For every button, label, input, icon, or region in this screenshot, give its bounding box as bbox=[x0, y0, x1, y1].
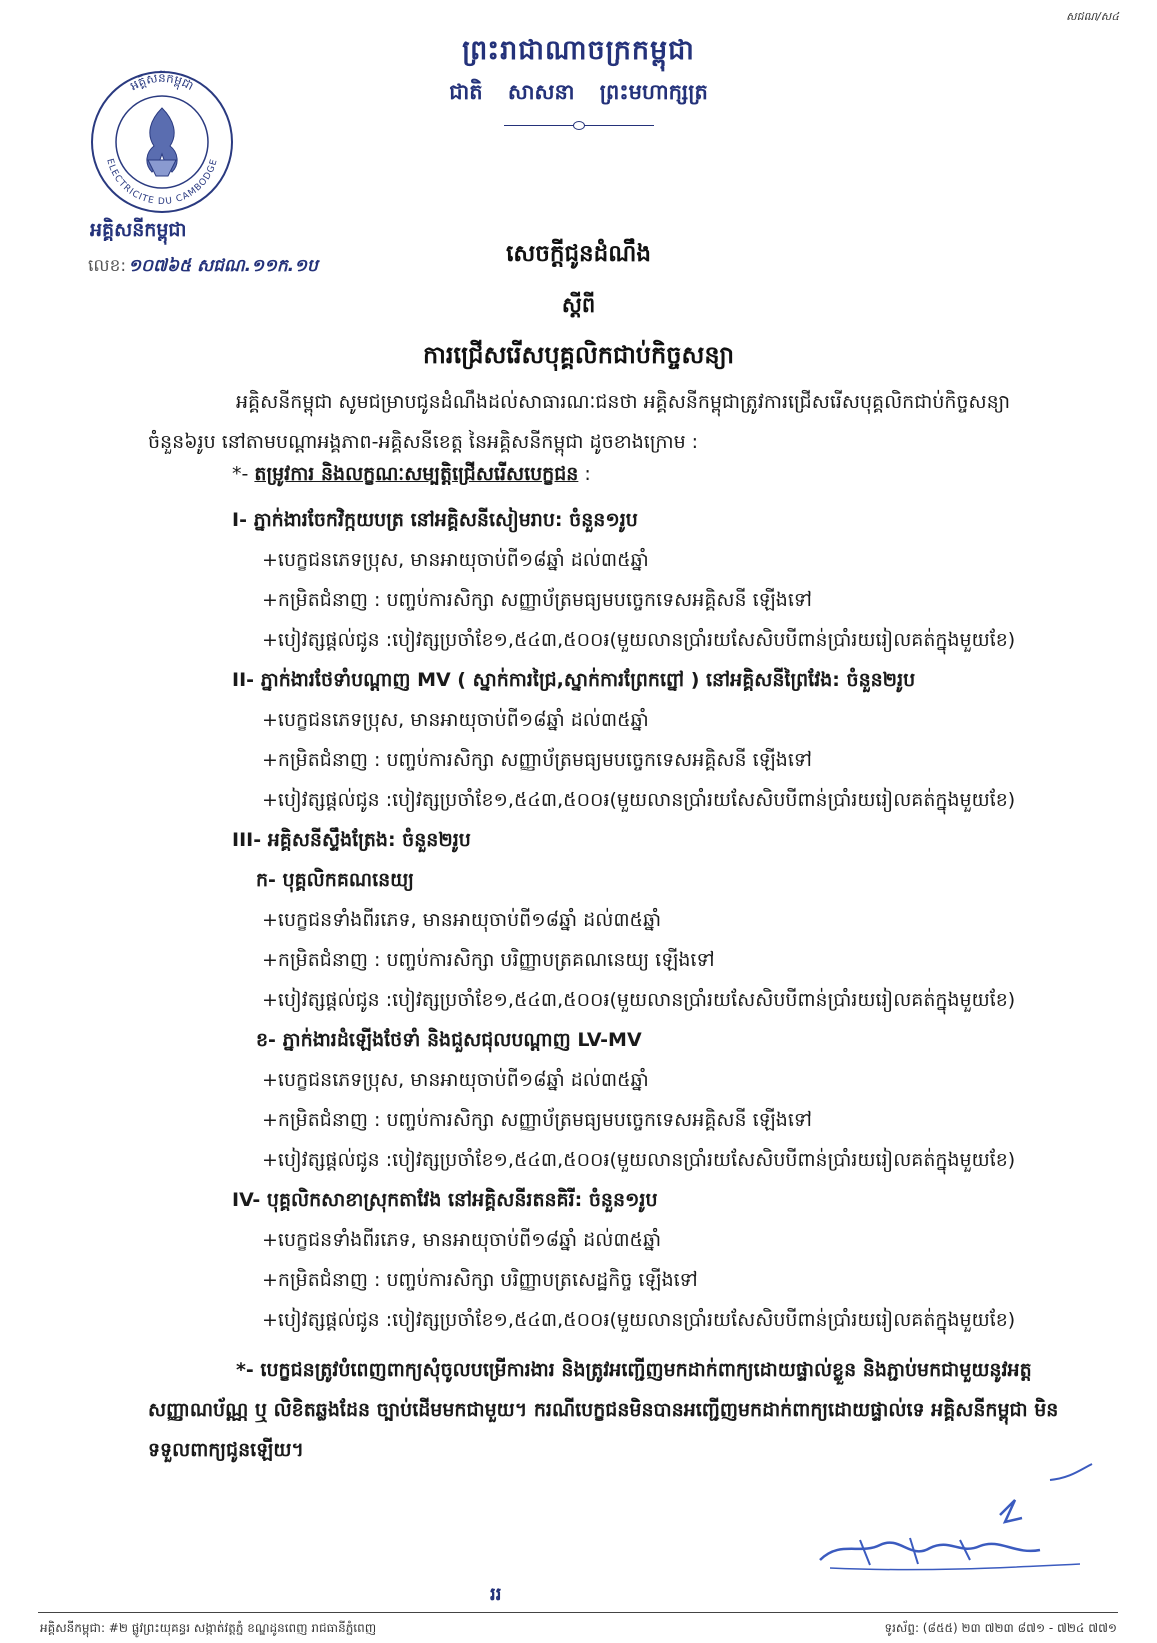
reference-value: ១០៧៦៥ សជណ.១១ក.១ប bbox=[128, 256, 318, 276]
position-item: +បេក្ខជនភេទប្រុស, មានអាយុចាប់ពី១៨ឆ្នាំ ដល់៣៥ឆ្នាំ bbox=[262, 1069, 649, 1091]
position-item: +បៀវត្សផ្តល់ជូន :បៀវត្សប្រចាំខែ១,៥៤៣,៥០០៛(មួយលានប្រាំរយសែសិបបីពាន់ប្រាំរយរៀលគត់ក្នុងមួយខែ) bbox=[262, 629, 1016, 651]
edc-logo bbox=[88, 68, 236, 216]
organization-name: អគ្គិសនីកម្ពុជា bbox=[90, 219, 187, 241]
requirements-label: តម្រូវការ និងលក្ខណៈសម្បត្តិជ្រើសរើសបេក្ខជន bbox=[254, 463, 579, 485]
footer-divider bbox=[38, 1612, 1118, 1613]
ornament-divider bbox=[504, 120, 654, 130]
footer-phone: ទូរស័ព្ទ: (៨៥៥) ២៣ ៧២៣ ៨៧១ - ៧២៤ ៧៧១ bbox=[884, 1621, 1117, 1635]
position-title: IV- បុគ្គលិកសាខាស្រុកតាវែង នៅអគ្គិសនីរតនគិរី: ចំនួន១រូប bbox=[232, 1189, 658, 1211]
kingdom-motto: ជាតិ សាសនា ព្រះមហាក្សត្រ bbox=[449, 80, 708, 104]
footer-address: អគ្គិសនីកម្ពុជា: #២ ផ្លូវព្រះយុគន្ធរ សង្កាត់វត្តភ្នំ ខណ្ឌដូនពេញ រាជធានីភ្នំពេញ bbox=[40, 1621, 377, 1635]
closing-paragraph: *- បេក្ខជនត្រូវបំពេញពាក្យសុំចូលបម្រើការងារ និងត្រូវអញ្ជើញមកដាក់ពាក្យដោយផ្ទាល់ខ្លួន និងភ្ជាប់មកជាមួយនូវអត្តសញ្ញាណប័ណ្ណ ឬ លិខិតឆ្លងដែន ច្បាប់ដើមមកជាមួយ។ ករណីបេក្ខជនមិនបានអញ្ជើញមកដាក់ពាក្យដោយផ្ទាល់ទេ អគ្គិសនីកម្ពុជា មិនទទួលពាក្យជូនឡើយ។ bbox=[148, 1359, 1059, 1461]
notice-title: សេចក្តីជូនដំណឹង bbox=[506, 241, 651, 267]
kingdom-title: ព្រះរាជាណាចក្រកម្ពុជា bbox=[462, 35, 695, 66]
position-item: +បេក្ខជនទាំងពីរភេទ, មានអាយុចាប់ពី១៨ឆ្នាំ ដល់៣៥ឆ្នាំ bbox=[262, 909, 662, 931]
requirements-prefix: *- bbox=[232, 463, 249, 485]
position-item: +កម្រិតជំនាញ : បញ្ចប់ការសិក្សា សញ្ញាប័ត្រមធ្យមបច្ចេកទេសអគ្គិសនី ឡើងទៅ bbox=[262, 589, 812, 611]
position-item: +កម្រិតជំនាញ : បញ្ចប់ការសិក្សា បរិញ្ញាបត្រសេដ្ឋកិច្ច ឡើងទៅ bbox=[262, 1269, 698, 1291]
position-item: +កម្រិតជំនាញ : បញ្ចប់ការសិក្សា សញ្ញាប័ត្រមធ្យមបច្ចេកទេសអគ្គិសនី ឡើងទៅ bbox=[262, 749, 812, 771]
position-title: III- អគ្គិសនីស្ទឹងត្រែង: ចំនួន២រូប bbox=[232, 829, 471, 851]
position-item: +កម្រិតជំនាញ : បញ្ចប់ការសិក្សា បរិញ្ញាបត្រគណនេយ្យ ឡើងទៅ bbox=[262, 949, 715, 971]
position-item: +បៀវត្សផ្តល់ជូន :បៀវត្សប្រចាំខែ១,៥៤៣,៥០០៛(មួយលានប្រាំរយសែសិបបីពាន់ប្រាំរយរៀលគត់ក្នុងមួយខែ) bbox=[262, 1309, 1016, 1331]
sub-position-title: ខ- ភ្នាក់ងារដំឡើងថែទាំ និងជួសជុលបណ្តាញ LV-MV bbox=[256, 1029, 642, 1051]
position-title: I- ភ្នាក់ងារចែកវិក្កយបត្រ នៅអគ្គិសនីសៀមរាប: ចំនួន១រូប bbox=[232, 509, 638, 531]
notice-subtitle: ស្តីពី bbox=[561, 293, 596, 317]
position-title: II- ភ្នាក់ងារថែទាំបណ្តាញ MV ( ស្នាក់ការជ្រៃ,ស្នាក់ការព្រែកព្នៅ ) នៅអគ្គិសនីព្រៃវែង: ចំនួន២រូប bbox=[232, 669, 916, 691]
position-item: +បៀវត្សផ្តល់ជូន :បៀវត្សប្រចាំខែ១,៥៤៣,៥០០៛(មួយលានប្រាំរយសែសិបបីពាន់ប្រាំរយរៀលគត់ក្នុងមួយខែ) bbox=[262, 789, 1016, 811]
initial-mark: ររ bbox=[490, 1584, 502, 1605]
document-code: សជណ/ស៤ bbox=[1066, 10, 1119, 23]
requirements-suffix: : bbox=[584, 463, 591, 485]
position-item: +បេក្ខជនភេទប្រុស, មានអាយុចាប់ពី១៨ឆ្នាំ ដល់៣៥ឆ្នាំ bbox=[262, 549, 649, 571]
signature bbox=[800, 1460, 1100, 1580]
notice-subject: ការជ្រើសរើសបុគ្គលិកជាប់កិច្ចសន្យា bbox=[422, 341, 734, 369]
sub-position-title: ក- បុគ្គលិកគណនេយ្យ bbox=[256, 869, 414, 891]
requirements-heading bbox=[232, 462, 591, 490]
logo-ring-text: ELECTRICITE DU CAMBODGE bbox=[104, 157, 220, 208]
position-item: +បេក្ខជនភេទប្រុស, មានអាយុចាប់ពី១៨ឆ្នាំ ដល់៣៥ឆ្នាំ bbox=[262, 709, 649, 731]
position-item: +បៀវត្សផ្តល់ជូន :បៀវត្សប្រចាំខែ១,៥៤៣,៥០០៛(មួយលានប្រាំរយសែសិបបីពាន់ប្រាំរយរៀលគត់ក្នុងមួយខែ) bbox=[262, 1149, 1016, 1171]
position-item: +បៀវត្សផ្តល់ជូន :បៀវត្សប្រចាំខែ១,៥៤៣,៥០០៛(មួយលានប្រាំរយសែសិបបីពាន់ប្រាំរយរៀលគត់ក្នុងមួយខែ) bbox=[262, 989, 1016, 1011]
position-item: +កម្រិតជំនាញ : បញ្ចប់ការសិក្សា សញ្ញាប័ត្រមធ្យមបច្ចេកទេសអគ្គិសនី ឡើងទៅ bbox=[262, 1109, 812, 1131]
logo-top-text: អគ្គិសនីកម្ពុជា bbox=[127, 71, 196, 94]
position-item: +បេក្ខជនទាំងពីរភេទ, មានអាយុចាប់ពី១៨ឆ្នាំ ដល់៣៥ឆ្នាំ bbox=[262, 1229, 662, 1251]
reference-label: លេខ: bbox=[88, 256, 127, 276]
intro-paragraph: អគ្គិសនីកម្ពុជា សូមជម្រាបជូនដំណឹងដល់សាធារណៈជនថា អគ្គិសនីកម្ពុជាត្រូវការជ្រើសរើសបុគ្គលិកជាប់កិច្ចសន្យា ចំនួន៦រូប នៅតាមបណ្តាអង្គភាព-អគ្គិសនីខេត្ត នៃអគ្គិសនីកម្ពុជា ដូចខាងក្រោម : bbox=[148, 391, 1011, 453]
